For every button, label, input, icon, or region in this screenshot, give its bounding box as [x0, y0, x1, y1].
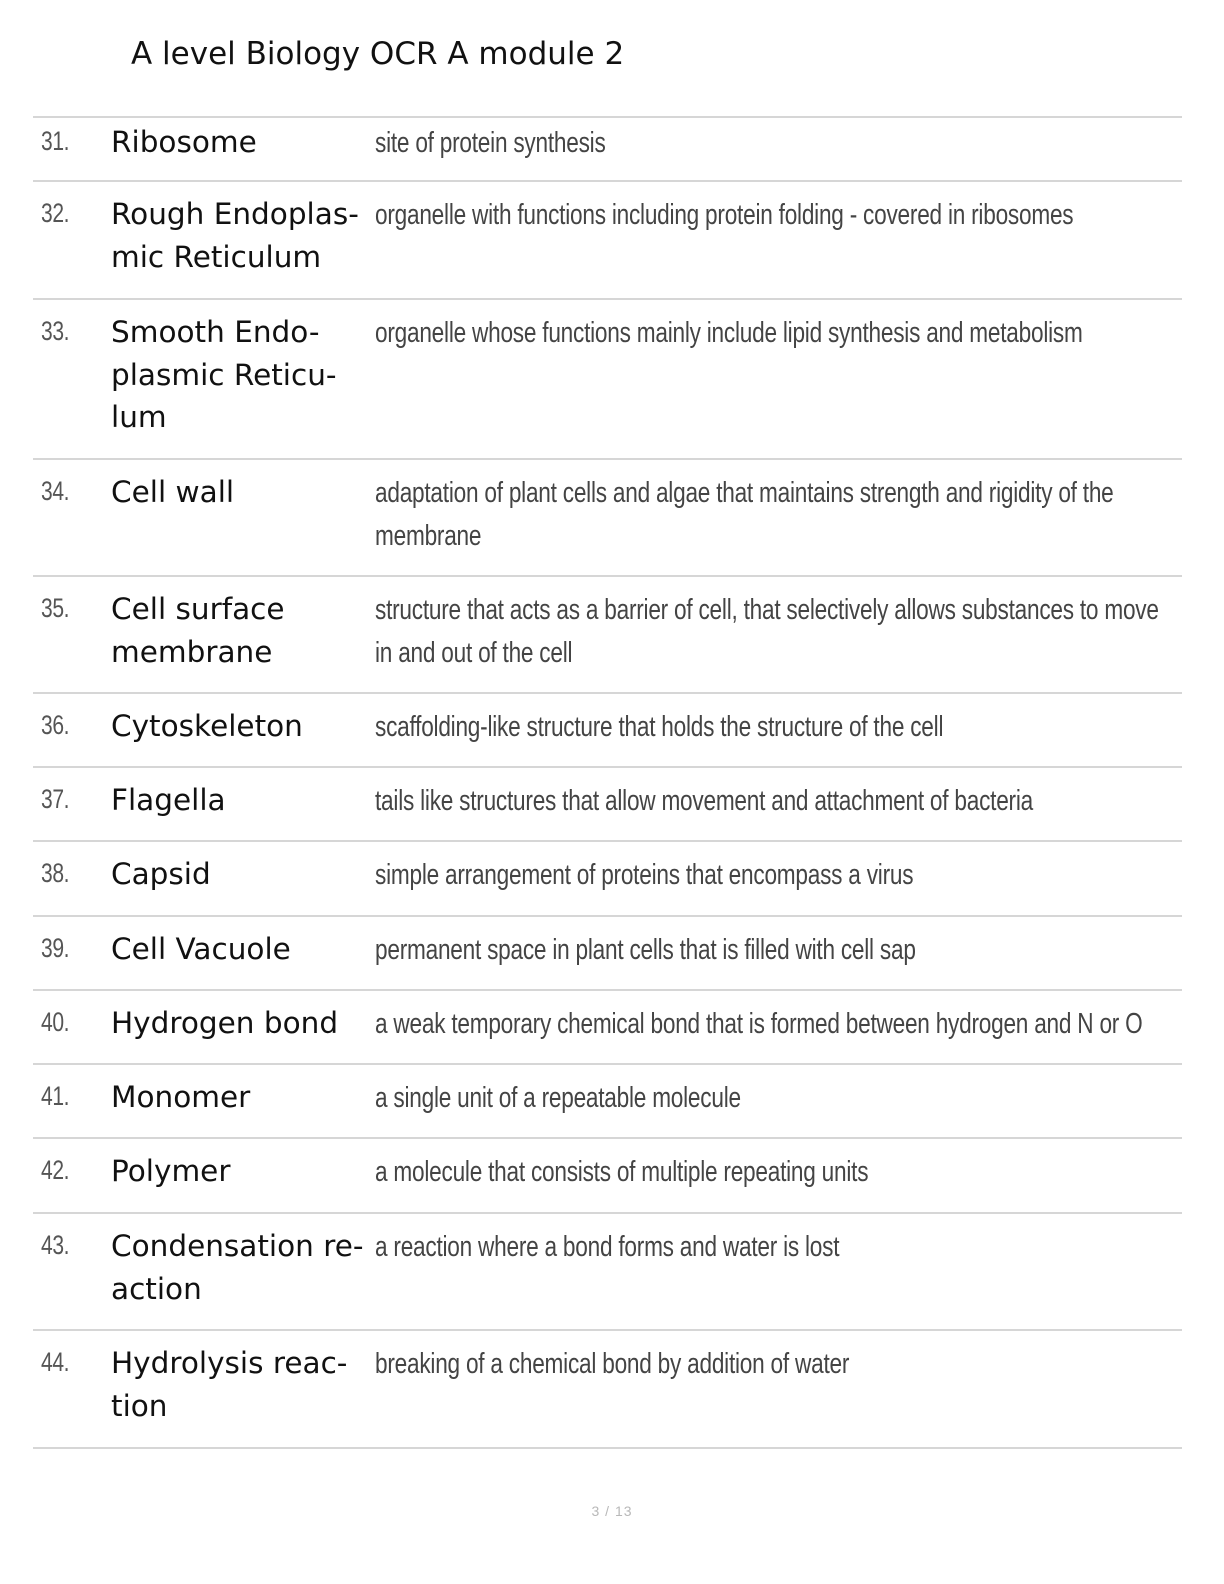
page-title: A level Biology OCR A module 2 [131, 36, 625, 72]
card-definition: structure that acts as a barrier of cell, that selectively allows substances to move in and out of the cell [375, 594, 1159, 669]
flashcard-row [33, 577, 1182, 694]
card-definition: a molecule that consists of multiple repeating units [375, 1156, 869, 1188]
card-definition: a single unit of a repeatable molecule [375, 1082, 741, 1114]
card-number: 32. [41, 198, 70, 228]
card-number: 36. [41, 710, 70, 740]
card-definition: adaptation of plant cells and algae that maintains strength and rigidity of the membrane [375, 477, 1114, 552]
card-term: Hydrolysis reac- tion [111, 1346, 348, 1423]
card-term: Monomer [111, 1080, 251, 1114]
card-term: Hydrogen bond [111, 1006, 339, 1040]
card-number: 31. [41, 126, 70, 156]
card-definition: organelle with functions including protein folding - covered in ribosomes [375, 199, 1074, 231]
flashcard-row [33, 300, 1182, 460]
flashcard-row [33, 1331, 1182, 1449]
card-definition: a weak temporary chemical bond that is formed between hydrogen and N or O [375, 1008, 1143, 1040]
card-number: 33. [41, 316, 70, 346]
card-term: Cell Vacuole [111, 932, 291, 966]
flashcard-row [33, 118, 1182, 182]
flashcard-row [33, 991, 1182, 1065]
card-definition: tails like structures that allow movement and attachment of bacteria [375, 785, 1033, 817]
flashcard-row [33, 768, 1182, 842]
card-number: 40. [41, 1007, 70, 1037]
flashcard-row [33, 460, 1182, 577]
flashcard-row [33, 182, 1182, 300]
card-term: Rough Endoplas- mic Reticulum [111, 197, 359, 274]
card-number: 44. [41, 1347, 70, 1377]
card-term: Capsid [111, 857, 211, 891]
flashcard-row [33, 1139, 1182, 1214]
card-definition: a reaction where a bond forms and water is lost [375, 1231, 840, 1263]
card-number: 43. [41, 1230, 70, 1260]
card-term: Ribosome [111, 125, 257, 159]
card-number: 35. [41, 593, 70, 623]
flashcard-row [33, 1214, 1182, 1331]
card-term: Cytoskeleton [111, 709, 303, 743]
card-number: 39. [41, 933, 70, 963]
card-number: 41. [41, 1081, 70, 1111]
card-definition: site of protein synthesis [375, 127, 606, 159]
flashcard-list [33, 118, 1182, 1449]
card-term: Cell surface membrane [111, 592, 285, 669]
page-indicator: 3 / 13 [591, 1503, 633, 1519]
flashcard-row [33, 694, 1182, 768]
card-definition: organelle whose functions mainly include lipid synthesis and metabolism [375, 317, 1083, 349]
card-definition: breaking of a chemical bond by addition of water [375, 1348, 850, 1380]
flashcard-row [33, 842, 1182, 917]
card-number: 42. [41, 1155, 70, 1185]
card-term: Flagella [111, 783, 226, 817]
card-definition: simple arrangement of proteins that encompass a virus [375, 859, 914, 891]
card-term: Polymer [111, 1154, 231, 1188]
card-number: 38. [41, 858, 70, 888]
flashcard-row [33, 917, 1182, 991]
card-term: Smooth Endo- plasmic Reticu- lum [111, 315, 337, 434]
card-term: Cell wall [111, 475, 235, 509]
card-number: 37. [41, 784, 70, 814]
card-definition: scaffolding-like structure that holds the structure of the cell [375, 711, 944, 743]
card-number: 34. [41, 476, 70, 506]
flashcard-row [33, 1065, 1182, 1139]
card-definition: permanent space in plant cells that is filled with cell sap [375, 934, 916, 966]
card-term: Condensation re- action [111, 1229, 364, 1306]
